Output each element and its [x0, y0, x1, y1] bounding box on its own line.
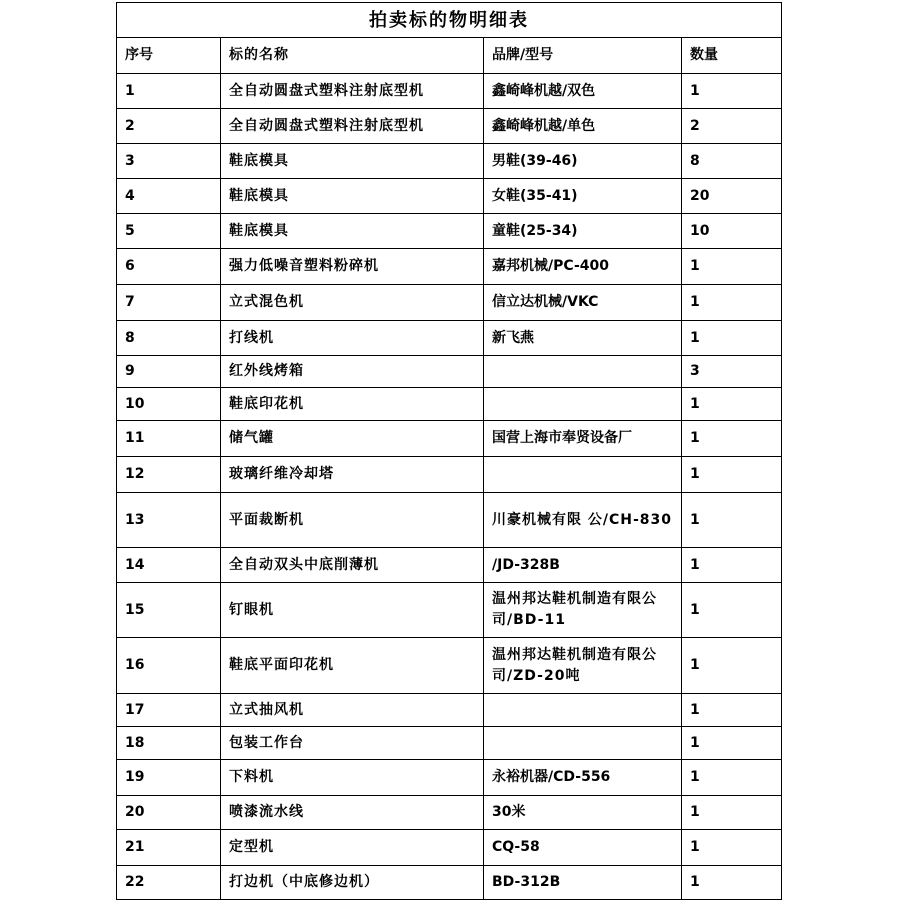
cell-qty: 1: [682, 548, 782, 583]
table-row: [117, 638, 782, 694]
cell-brand: 嘉邦机械/PC-400: [484, 249, 682, 285]
cell-qty: 1: [682, 321, 782, 356]
cell-brand: BD-312B: [484, 866, 682, 900]
cell-brand: 男鞋(39-46): [484, 144, 682, 179]
cell-index: 20: [117, 796, 221, 830]
table-row: [117, 694, 782, 727]
cell-qty: 1: [682, 74, 782, 109]
cell-brand: 川豪机械有限 公/CH-830: [484, 493, 682, 548]
cell-name: 鞋底平面印花机: [221, 638, 484, 694]
table-row: [117, 727, 782, 760]
cell-qty: 1: [682, 285, 782, 321]
cell-brand: [484, 694, 682, 727]
cell-qty: 10: [682, 214, 782, 249]
cell-index: 13: [117, 493, 221, 548]
cell-index: 7: [117, 285, 221, 321]
cell-name: 立式抽风机: [221, 694, 484, 727]
cell-qty: 3: [682, 356, 782, 388]
cell-index: 16: [117, 638, 221, 694]
cell-brand: 女鞋(35-41): [484, 179, 682, 214]
cell-brand: CQ-58: [484, 830, 682, 866]
cell-brand: 新飞燕: [484, 321, 682, 356]
cell-index: 9: [117, 356, 221, 388]
cell-index: 1: [117, 74, 221, 109]
table-row: [117, 74, 782, 109]
cell-brand: [484, 727, 682, 760]
table-row: [117, 321, 782, 356]
header-index: 序号: [117, 38, 221, 74]
title-row: [117, 3, 782, 38]
table-row: [117, 796, 782, 830]
table-row: [117, 179, 782, 214]
cell-name: 全自动圆盘式塑料注射底型机: [221, 109, 484, 144]
cell-index: 3: [117, 144, 221, 179]
cell-qty: 1: [682, 760, 782, 796]
cell-brand: 国营上海市奉贤设备厂: [484, 421, 682, 457]
cell-index: 15: [117, 583, 221, 638]
cell-name: 鞋底模具: [221, 179, 484, 214]
cell-name: 全自动双头中底削薄机: [221, 548, 484, 583]
header-name: 标的名称: [221, 38, 484, 74]
table-row: [117, 760, 782, 796]
cell-brand: 30米: [484, 796, 682, 830]
cell-brand: 永裕机器/CD-556: [484, 760, 682, 796]
cell-index: 6: [117, 249, 221, 285]
header-row: [117, 38, 782, 74]
cell-index: 2: [117, 109, 221, 144]
cell-qty: 1: [682, 249, 782, 285]
cell-brand: 信立达机械/VKC: [484, 285, 682, 321]
cell-index: 22: [117, 866, 221, 900]
cell-qty: 1: [682, 866, 782, 900]
cell-qty: 1: [682, 638, 782, 694]
table-row: [117, 388, 782, 421]
table-row: [117, 830, 782, 866]
table-body: [117, 3, 782, 900]
table-row: [117, 214, 782, 249]
cell-index: 14: [117, 548, 221, 583]
cell-qty: 1: [682, 421, 782, 457]
cell-name: 打边机（中底修边机）: [221, 866, 484, 900]
cell-index: 10: [117, 388, 221, 421]
cell-name: 立式混色机: [221, 285, 484, 321]
cell-brand: [484, 356, 682, 388]
table-row: [117, 109, 782, 144]
cell-name: 定型机: [221, 830, 484, 866]
cell-qty: 20: [682, 179, 782, 214]
cell-qty: 1: [682, 830, 782, 866]
cell-qty: 1: [682, 388, 782, 421]
cell-brand: 鑫崎峰机越/单色: [484, 109, 682, 144]
cell-name: 下料机: [221, 760, 484, 796]
cell-qty: 1: [682, 796, 782, 830]
cell-name: 平面裁断机: [221, 493, 484, 548]
cell-name: 包装工作台: [221, 727, 484, 760]
cell-qty: 2: [682, 109, 782, 144]
cell-index: 12: [117, 457, 221, 493]
table-row: [117, 866, 782, 900]
cell-index: 5: [117, 214, 221, 249]
cell-name: 鞋底模具: [221, 144, 484, 179]
cell-index: 17: [117, 694, 221, 727]
cell-qty: 1: [682, 583, 782, 638]
cell-brand: [484, 457, 682, 493]
table-row: [117, 583, 782, 638]
cell-name: 打线机: [221, 321, 484, 356]
cell-name: 强力低噪音塑料粉碎机: [221, 249, 484, 285]
cell-index: 4: [117, 179, 221, 214]
cell-name: 喷漆流水线: [221, 796, 484, 830]
cell-brand: 温州邦达鞋机制造有限公司/ZD-20吨: [484, 638, 682, 694]
table-row: [117, 356, 782, 388]
cell-brand: 鑫崎峰机越/双色: [484, 74, 682, 109]
table-row: [117, 421, 782, 457]
cell-name: 钉眼机: [221, 583, 484, 638]
cell-index: 19: [117, 760, 221, 796]
cell-name: 红外线烤箱: [221, 356, 484, 388]
cell-brand: 童鞋(25-34): [484, 214, 682, 249]
table-row: [117, 285, 782, 321]
header-brand: 品牌/型号: [484, 38, 682, 74]
table-row: [117, 144, 782, 179]
cell-qty: 1: [682, 457, 782, 493]
cell-index: 11: [117, 421, 221, 457]
cell-qty: 1: [682, 727, 782, 760]
table-title: 拍卖标的物明细表: [117, 3, 782, 38]
cell-brand: /JD-328B: [484, 548, 682, 583]
cell-name: 鞋底模具: [221, 214, 484, 249]
header-qty: 数量: [682, 38, 782, 74]
table-row: [117, 249, 782, 285]
cell-brand: 温州邦达鞋机制造有限公司/BD-11: [484, 583, 682, 638]
cell-qty: 1: [682, 694, 782, 727]
table-row: [117, 457, 782, 493]
cell-qty: 8: [682, 144, 782, 179]
cell-brand: [484, 388, 682, 421]
cell-name: 全自动圆盘式塑料注射底型机: [221, 74, 484, 109]
table-row: [117, 493, 782, 548]
cell-qty: 1: [682, 493, 782, 548]
cell-name: 储气罐: [221, 421, 484, 457]
cell-index: 8: [117, 321, 221, 356]
cell-name: 鞋底印花机: [221, 388, 484, 421]
cell-index: 18: [117, 727, 221, 760]
cell-index: 21: [117, 830, 221, 866]
auction-items-table: [116, 2, 782, 900]
cell-name: 玻璃纤维冷却塔: [221, 457, 484, 493]
table-row: [117, 548, 782, 583]
